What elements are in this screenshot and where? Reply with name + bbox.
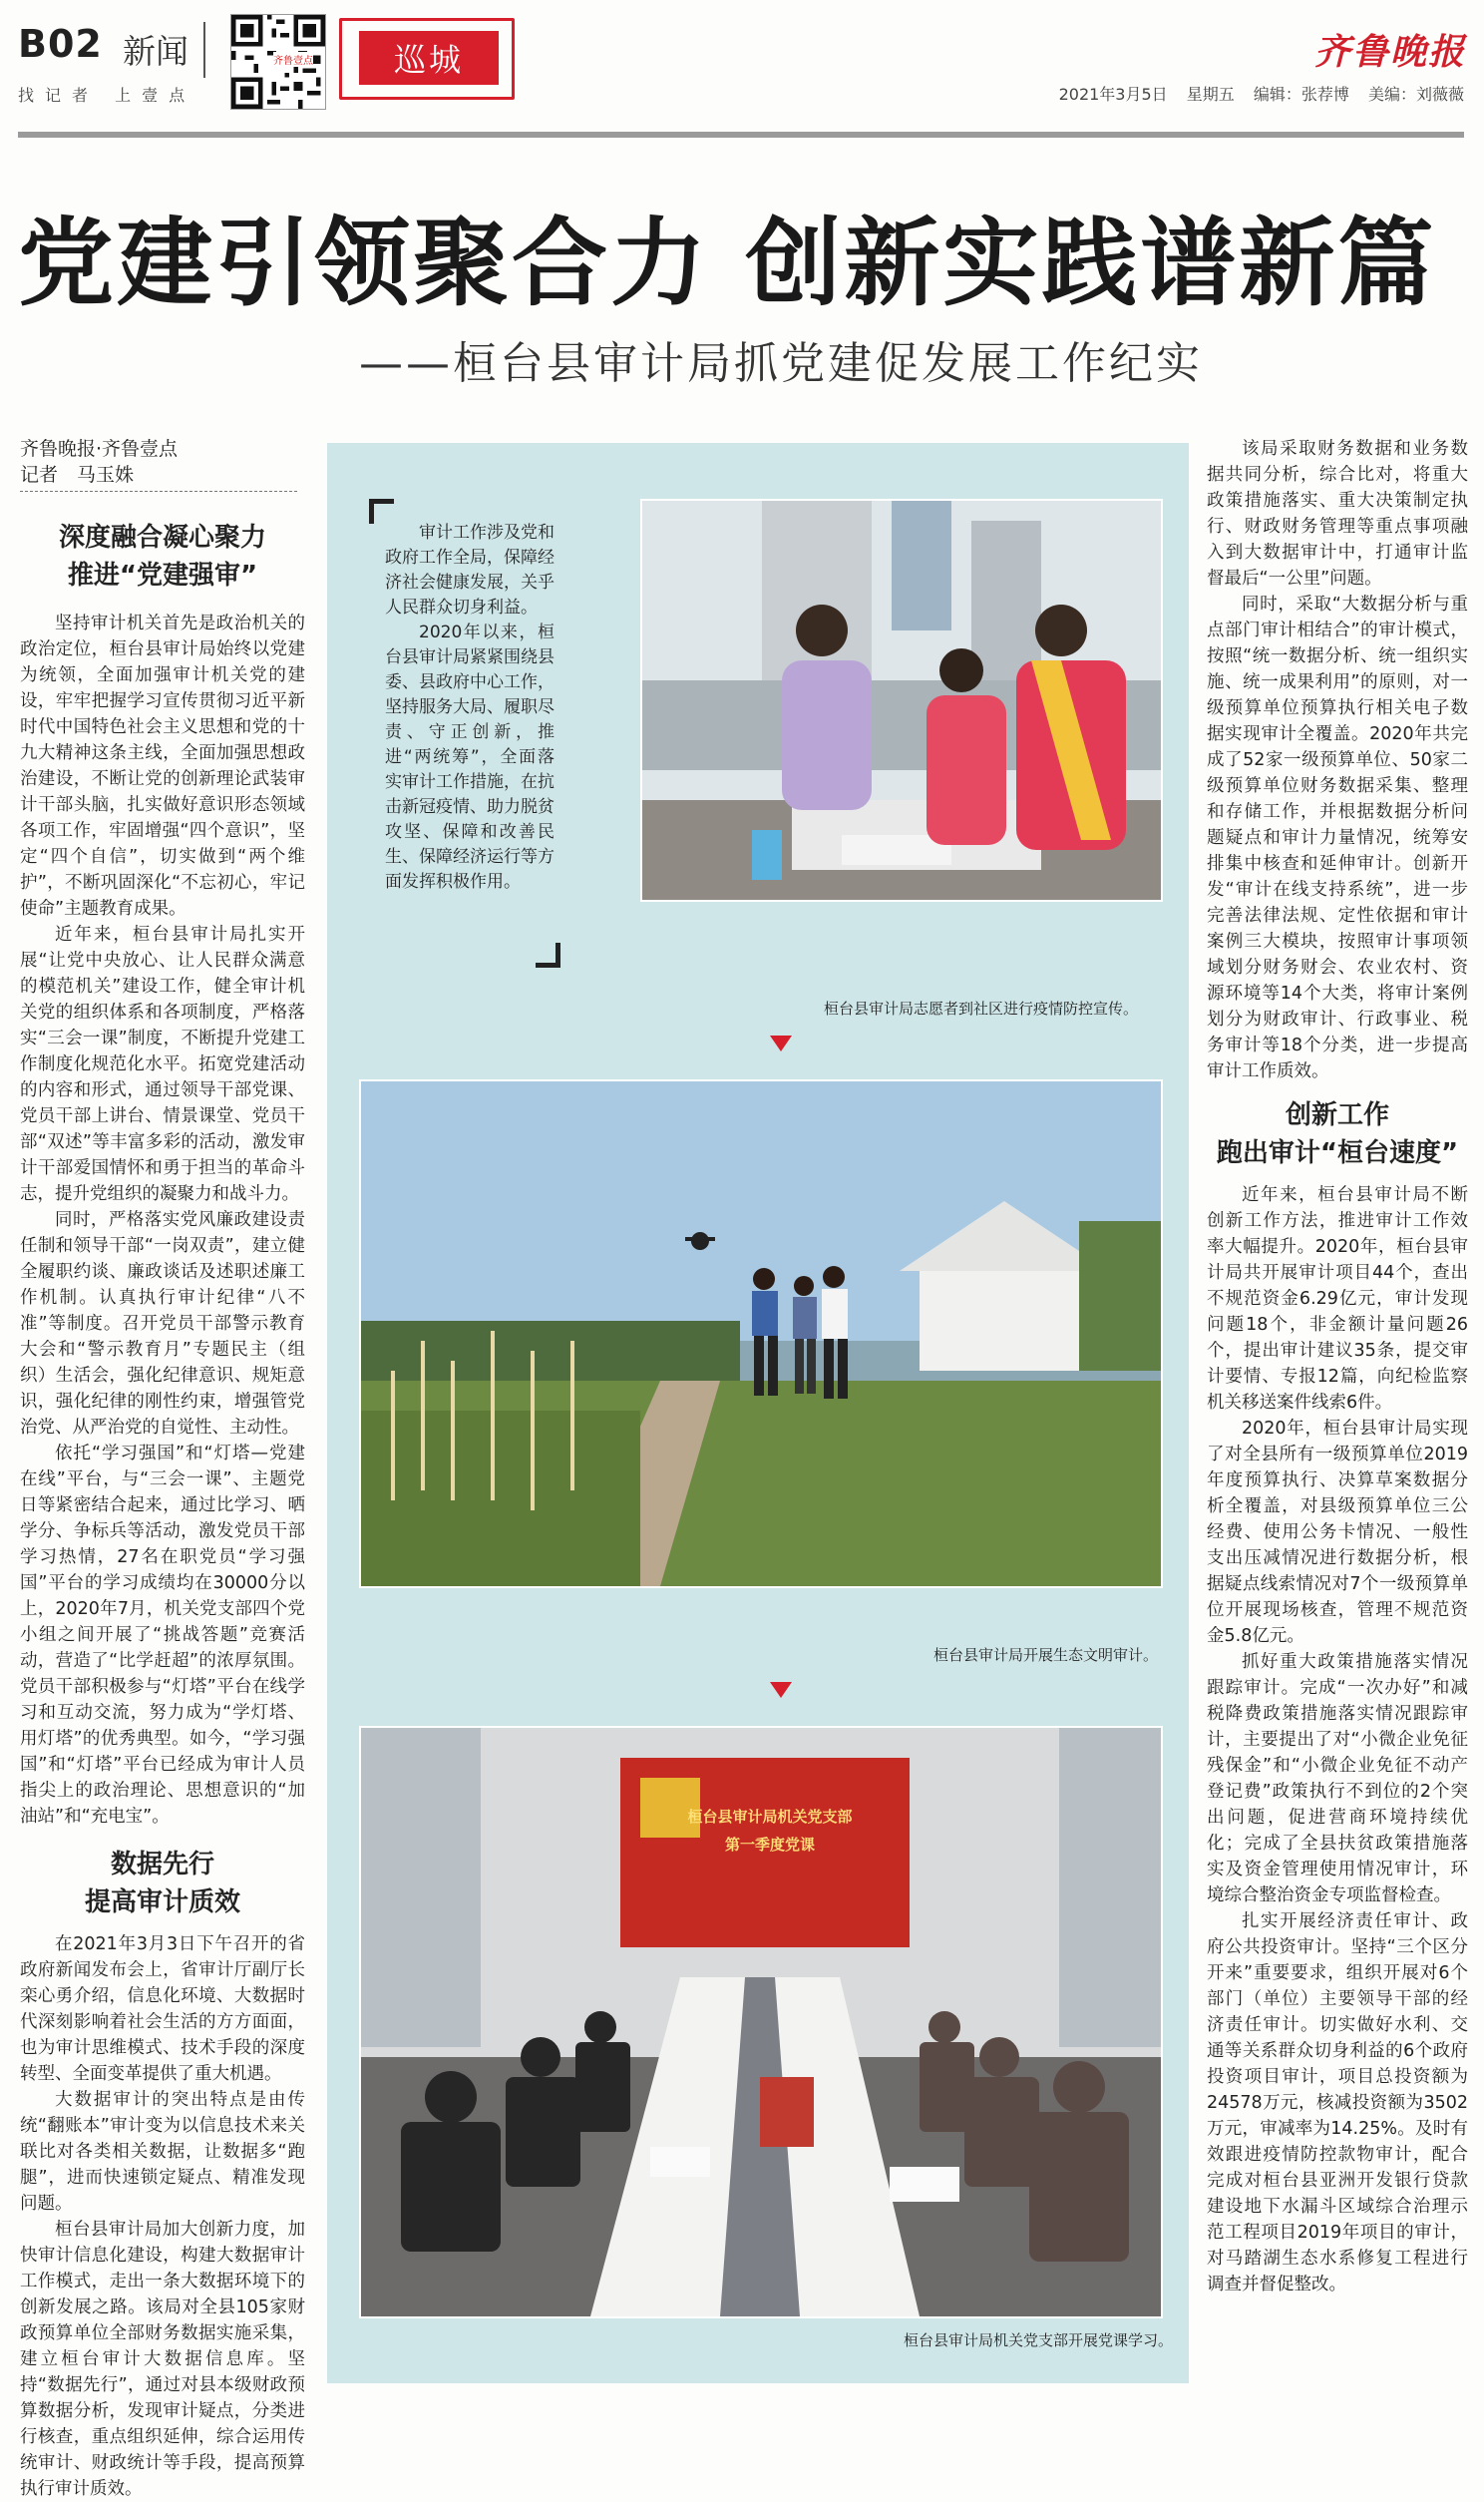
volunteers-photo	[640, 499, 1163, 902]
pull-quote-paragraph: 审计工作涉及党和政府工作全局，保障经济社会健康发展，关乎人民群众切身利益。	[385, 523, 555, 618]
projector-screen-title: 桓台县审计局机关党支部	[687, 1808, 853, 1826]
paragraph: 同时，严格落实党风廉政建设责任制和领导干部“一岗双责”，建立健全履职约谈、廉政谈话及述职述廉工作机制。认真执行审计纪律“八不准”等制度。召开党员干部警示教育大会和“警示教育月”专题民主（组织）生活会，强化纪律意识、规矩意识，强化纪律的刚性约束，增强管党治党、从严治党的自觉性、主动性。	[20, 1210, 305, 1438]
section-heading-1b: 推进“党建强审”	[67, 561, 258, 591]
quote-corner-bottom	[536, 943, 560, 968]
newspaper-logo: 齐鲁晚报	[1313, 31, 1466, 73]
paragraph: 抓好重大政策措施落实情况跟踪审计。完成“一次办好”和减税降费政策措施落实情况跟踪审计，主要提出了对“小微企业免征残保金”和“小微企业免征不动产登记费”政策执行不到位的2个突出问题，促进营商环境持续优化；完成了全县扶贫政策措施落实及资金管理使用情况审计，环境综合整治资金专项监督检查。	[1207, 1652, 1468, 1905]
pull-quote	[369, 499, 560, 968]
section-heading-2b: 提高审计质效	[84, 1887, 240, 1917]
photo-caption: 桓台县审计局开展生态文明审计。	[933, 1646, 1159, 1664]
byline-source: 齐鲁晚报·齐鲁壹点	[20, 438, 179, 460]
byline	[20, 436, 309, 488]
section-name: 新闻	[123, 32, 188, 71]
paragraph: 桓台县审计局加大创新力度，加快审计信息化建设，构建大数据审计工作模式，走出一条大数据环境下的创新发展之路。该局对全县105家财政预算单位全部财务数据实施采集，建立桓台审计大数据信息库。坚持“数据先行”，通过对县本级财政预算数据分析，发现审计疑点，分类进行核查，重点组织延伸，综合运用传统审计、财政统计等手段，提高预算执行审计质效。	[20, 2220, 305, 2499]
paragraph: 依托“学习强国”和“灯塔—党建在线”平台，与“三会一课”、主题党日等紧密结合起来，通过比学习、晒学分、争标兵等活动，激发党员干部学习热情，27名在职党员“学习强国”平台的学习成绩均在30000分以上，2020年7月，机关党支部四个党小组之间开展了“挑战答题”竞赛活动，营造了“比学赶超”的浓厚氛围。党员干部积极参与“灯塔”平台在线学习和互动交流，努力成为“学灯塔、用灯塔”的优秀典型。如今，“学习强国”和“灯塔”平台已经成为审计人员指尖上的政治理论、思想意识的“加油站”和“充电宝”。	[20, 1444, 305, 1827]
photo-caption: 桓台县审计局志愿者到社区进行疫情防控宣传。	[824, 1000, 1139, 1018]
paragraph: 坚持审计机关首先是政治机关的政治定位，桓台县审计局始终以党建为统领，全面加强审计机关党的建设，牢牢把握学习宣传贯彻习近平新时代中国特色社会主义思想和党的十九大精神这条主线，全面加强思想政治建设，不断让党的创新理论武装审计干部头脑，扎实做好意识形态领域各项工作，牢固增强“四个意识”，坚定“四个自信”，切实做到“两个维护”，不断巩固深化“不忘初心，牢记使命”主题教育成果。	[20, 614, 305, 919]
designer-credit: 美编：刘薇薇	[1367, 85, 1464, 104]
party-meeting-photo	[359, 1726, 1163, 2318]
section-heading-1a: 深度融合凝心聚力	[58, 523, 266, 553]
section-heading-3b: 跑出审计“桓台速度”	[1216, 1138, 1459, 1168]
paragraph: 同时，采取“大数据分析与重点部门审计相结合”的审计模式，按照“统一数据分析、统一组织实施、统一成果利用”的原则，对一级预算单位预算执行相关电子数据实现审计全覆盖。2020年共完成了52家一级预算单位、50家二级预算单位财务数据采集、整理和存储工作，并根据数据分析问题疑点和审计力量情况，统筹安排集中核查和延伸审计。创新开发“审计在线支持系统”，进一步完善法律法规、定性依据和审计案例三大模块，按照审计事项领域划分财务财会、农业农村、资源环境等14个大类，将审计案例划分为财政审计、行政事业、税务审计等18个分类，进一步提高审计工作质效。	[1207, 595, 1468, 1081]
paragraph: 近年来，桓台县审计局不断创新工作方法，推进审计工作效率大幅提升。2020年，桓台县审计局共开展审计项目44个，查出不规范资金6.29亿元，审计发现问题18个，非金额计量问题26个，提出审计建议35条，提交审计要情、专报12篇，向纪检监察机关移送案件线索6件。	[1207, 1185, 1468, 1413]
arrow-down-icon	[770, 1036, 792, 1051]
subtitle: ——桓台县审计局抓党建促发展工作纪实	[359, 338, 1203, 389]
pull-quote-paragraph: 2020年以来，桓台县审计局紧紧围绕县委、县政府中心工作，坚持服务大局、履职尽责、守正创新，推进“两统筹”，全面落实审计工作措施，在抗击新冠疫情、助力脱贫攻坚、保障和改善民生、保障经济运行等方面发挥积极作用。	[385, 623, 555, 892]
article-column-left	[20, 519, 305, 2499]
page-number: B02	[18, 22, 103, 66]
pull-quote-text	[385, 521, 555, 895]
paragraph: 大数据审计的突出特点是由传统“翻账本”审计变为以信息技术来关联比对各类相关数据，让数据多“跑腿”，进而快速锁定疑点、精准发现问题。	[20, 2090, 305, 2214]
column-tag-badge	[339, 18, 515, 100]
byline-reporter: 记者 马玉姝	[20, 464, 135, 486]
qr-label: 齐鲁壹点	[273, 52, 313, 67]
header-divider	[203, 22, 205, 78]
paragraph: 该局采取财务数据和业务数据共同分析，综合比对，将重大政策措施落实、重大决策制定执行、财政财务管理等重点事项融入到大数据审计中，打通审计监督最后“一公里”问题。	[1207, 439, 1468, 589]
headline: 党建引领聚合力 创新实践谱新篇	[18, 208, 1437, 319]
paragraph: 在2021年3月3日下午召开的省政府新闻发布会上，省审计厅副厅长栾心勇介绍，信息化环境、大数据时代深刻影响着社会生活的方方面面，也为审计思维模式、技术手段的深度转型、全面变革提供了重大机遇。	[20, 1934, 305, 2084]
paragraph: 扎实开展经济责任审计、政府公共投资审计。坚持“三个区分开来”重要要求，组织开展对6个部门（单位）主要领导干部的经济责任审计。切实做好水利、交通等关系群众切身利益的6个政府投资项目审计，项目总投资额为24578万元，核减投资额为3502万元，审减率为14.25%。及时有效跟进疫情防控款物审计，配合完成对桓台县亚洲开发银行贷款建设地下水漏斗区域综合治理示范工程项目2019年项目的审计，对马踏湖生态水系修复工程进行调查并督促整改。	[1207, 1911, 1468, 2294]
paragraph: 2020年，桓台县审计局实现了对全县所有一级预算单位2019年度预算执行、决算草案数据分析全覆盖，对县级预算单位三公经费、使用公务卡情况、一般性支出压减情况进行数据分析，根据疑点线索情况对7个一级预算单位开展现场核查，管理不规范资金5.8亿元。	[1207, 1419, 1468, 1646]
paragraph: 近年来，桓台县审计局扎实开展“让党中央放心、让人民群众满意的模范机关”建设工作，健全审计机关党的组织体系和各项制度，严格落实“三会一课”制度，不断提升党建工作制度化规范化水平。拓宽党建活动的内容和形式，通过领导干部党课、党员干部上讲台、情景课堂、党员干部“双述”等丰富多彩的活动，激发审计干部爱国情怀和勇于担当的革命斗志，提升党组织的凝聚力和战斗力。	[20, 925, 305, 1204]
issue-date: 2021年3月5日	[1058, 85, 1168, 104]
header-rule	[18, 132, 1464, 138]
article-column-right	[1207, 436, 1468, 2381]
section-heading-3a: 创新工作	[1285, 1100, 1389, 1130]
drone-survey-photo	[359, 1079, 1163, 1588]
column-tag-label: 巡城	[359, 31, 499, 85]
byline-divider	[20, 491, 297, 492]
section-heading-2a: 数据先行	[110, 1850, 214, 1879]
issue-meta	[1045, 82, 1464, 105]
photo-caption: 桓台县审计局机关党支部开展党课学习。	[904, 2331, 1174, 2349]
header-slogan: 找记者 上壹点	[18, 86, 196, 105]
arrow-down-icon	[770, 1682, 792, 1698]
projector-screen-subtitle: 第一季度党课	[724, 1836, 815, 1854]
issue-weekday: 星期五	[1186, 85, 1235, 104]
editor-credit: 编辑：张荐博	[1253, 85, 1349, 104]
